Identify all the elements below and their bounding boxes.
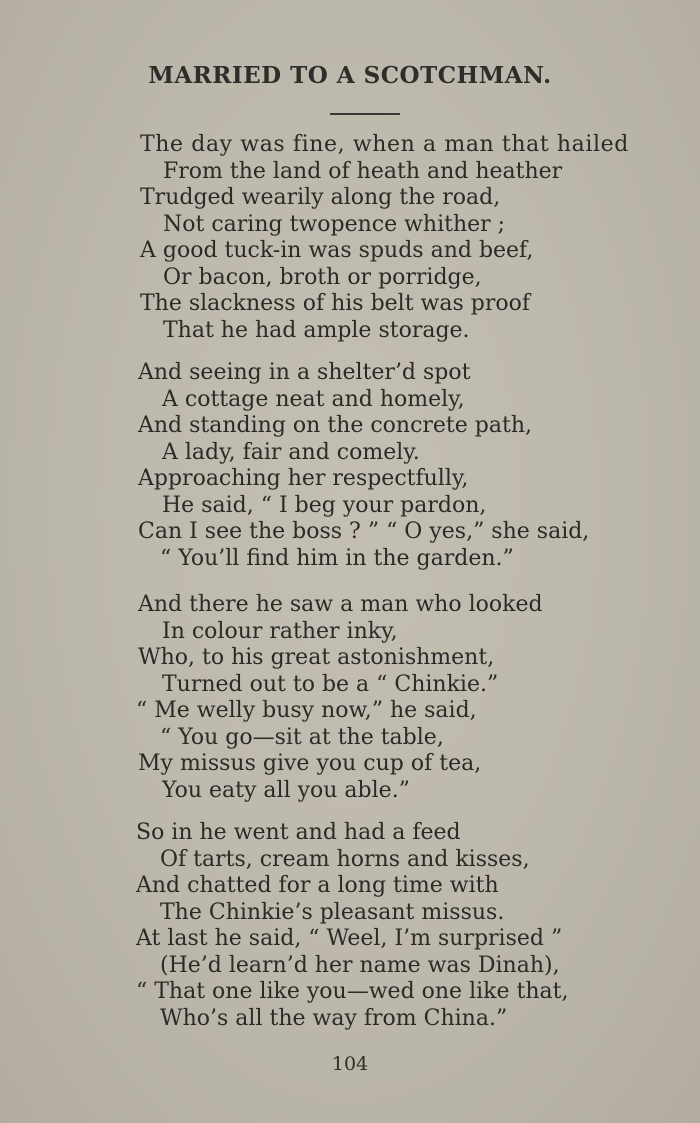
- page-title: MARRIED TO A SCOTCHMAN.: [148, 62, 552, 89]
- poem-line: “ That one like you—wed one like that,: [136, 979, 569, 1004]
- poem-line: “ Me welly busy now,” he said,: [136, 698, 477, 723]
- poem-line: Who’s all the way from China.”: [160, 1006, 508, 1031]
- poem-line: The day was fine, when a man that hailed: [140, 132, 629, 157]
- poem-line: My missus give you cup of tea,: [138, 751, 482, 776]
- poem-line: “ You’ll find him in the garden.”: [160, 546, 514, 571]
- poem-line: Of tarts, cream horns and kisses,: [160, 847, 530, 872]
- poem-line: A cottage neat and homely,: [162, 387, 465, 412]
- poem-line: The slackness of his belt was proof: [140, 291, 531, 316]
- poem-line: And there he saw a man who looked: [138, 592, 543, 617]
- poem-line: Approaching her respectfully,: [138, 466, 469, 491]
- page-number: 104: [331, 1053, 369, 1075]
- poem-line: He said, “ I beg your pardon,: [162, 493, 487, 518]
- poem-line: You eaty all you able.”: [162, 778, 410, 803]
- poem-line: “ You go—sit at the table,: [160, 725, 444, 750]
- poem-line: Who, to his great astonishment,: [138, 645, 495, 670]
- poem-line: In colour rather inky,: [162, 619, 398, 644]
- poem-line: Turned out to be a “ Chinkie.”: [162, 672, 499, 697]
- title-divider: [330, 113, 400, 115]
- poem-line: Trudged wearily along the road,: [140, 185, 501, 210]
- poem-line: Can I see the boss ? ” “ O yes,” she said,: [138, 519, 590, 544]
- poem-line: And chatted for a long time with: [136, 873, 499, 898]
- poem-line: (He’d learn’d her name was Dinah),: [160, 953, 560, 978]
- poem-line: At last he said, “ Weel, I’m surprised ”: [136, 926, 563, 951]
- poem-line: Or bacon, broth or porridge,: [163, 265, 482, 290]
- poem-line: And seeing in a shelter’d spot: [138, 360, 471, 385]
- poem-line: And standing on the concrete path,: [138, 413, 532, 438]
- poem-line: A good tuck-in was spuds and beef,: [140, 238, 534, 263]
- poem-line: So in he went and had a feed: [136, 820, 461, 845]
- poem-line: From the land of heath and heather: [163, 159, 563, 184]
- poem-line: That he had ample storage.: [163, 318, 470, 343]
- poem-line: The Chinkie’s pleasant missus.: [160, 900, 505, 925]
- poem-line: A lady, fair and comely.: [162, 440, 420, 465]
- poem-line: Not caring twopence whither ;: [163, 212, 506, 237]
